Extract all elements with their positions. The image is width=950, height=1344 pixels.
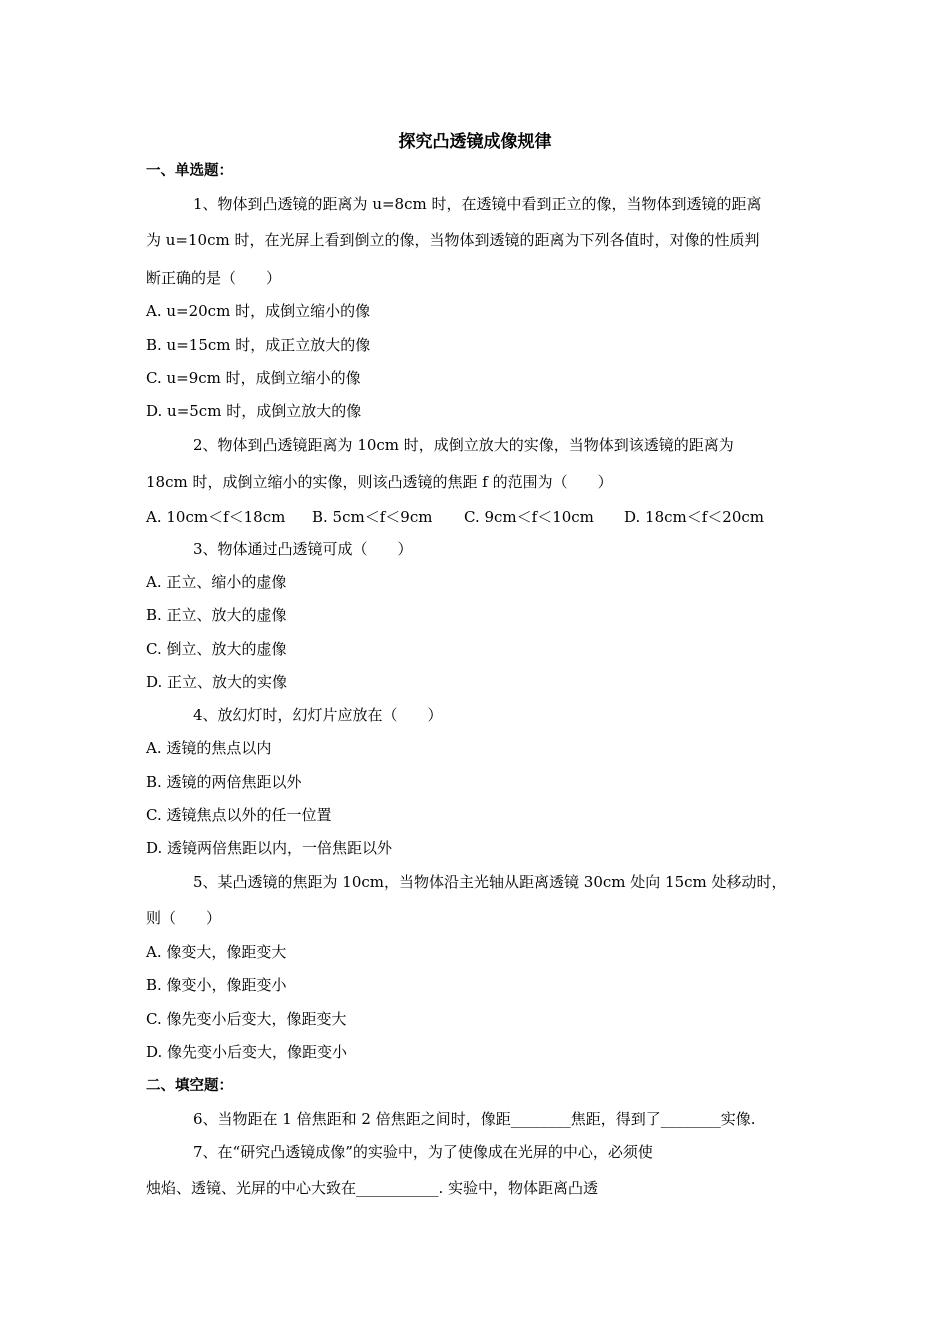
- q7-line1: 7、在“研究凸透镜成像”的实验中，为了使像成在光屏的中心，必须使: [193, 1143, 653, 1161]
- q5-option-c: C. 像先变小后变大，像距变大: [146, 1010, 347, 1028]
- q2-line2: 18cm 时，成倒立缩小的实像，则该凸透镜的焦距 f 的范围为（ ）: [146, 473, 613, 491]
- q4-option-a: A. 透镜的焦点以内: [146, 739, 272, 757]
- q3-line1: 3、物体通过凸透镜可成（ ）: [193, 540, 413, 558]
- section-single-choice: 一、单选题：: [146, 163, 233, 179]
- q1-option-d: D. u=5cm 时，成倒立放大的像: [146, 402, 362, 420]
- q4-option-b: B. 透镜的两倍焦距以外: [146, 773, 302, 791]
- q3-option-a: A. 正立、缩小的虚像: [146, 573, 287, 591]
- q3-option-b: B. 正立、放大的虚像: [146, 606, 287, 624]
- q1-option-a: A. u=20cm 时，成倒立缩小的像: [146, 302, 371, 320]
- q1-line2: 为 u=10cm 时，在光屏上看到倒立的像，当物体到透镜的距离为下列各值时，对像的性质判: [146, 231, 760, 249]
- q2-option-c: C. 9cm＜f＜10cm: [464, 508, 594, 526]
- q1-line1: 1、物体到凸透镜的距离为 u=8cm 时，在透镜中看到正立的像，当物体到透镜的距离: [193, 195, 762, 213]
- q3-option-c: C. 倒立、放大的虚像: [146, 640, 287, 658]
- q2-options-row: [146, 507, 764, 527]
- q4-option-d: D. 透镜两倍焦距以内，一倍焦距以外: [146, 839, 393, 857]
- q7-line2: 烛焰、透镜、光屏的中心大致在___________. 实验中，物体距离凸透: [146, 1179, 599, 1197]
- q3-option-d: D. 正立、放大的实像: [146, 673, 288, 691]
- q2-line1: 2、物体到凸透镜距离为 10cm 时，成倒立放大的实像，当物体到该透镜的距离为: [193, 436, 734, 454]
- q4-line1: 4、放幻灯时，幻灯片应放在（ ）: [193, 706, 443, 724]
- q5-option-b: B. 像变小，像距变小: [146, 976, 287, 994]
- page-title: 探究凸透镜成像规律: [398, 132, 552, 152]
- q5-option-d: D. 像先变小后变大，像距变小: [146, 1043, 348, 1061]
- q2-option-d: D. 18cm＜f＜20cm: [624, 508, 765, 526]
- q5-line2: 则（ ）: [146, 909, 222, 927]
- section-fill-blank: 二、填空题：: [146, 1078, 233, 1094]
- q1-line3: 断正确的是（ ）: [146, 269, 282, 287]
- q5-line1: 5、某凸透镜的焦距为 10cm，当物体沿主光轴从距离透镜 30cm 处向 15cm 处移动时，: [193, 873, 787, 891]
- q1-option-b: B. u=15cm 时，成正立放大的像: [146, 336, 371, 354]
- q1-option-c: C. u=9cm 时，成倒立缩小的像: [146, 369, 361, 387]
- q2-option-a: A. 10cm＜f＜18cm: [146, 508, 286, 526]
- q6-line1: 6、当物距在 1 倍焦距和 2 倍焦距之间时，像距________焦距，得到了________实像.: [193, 1110, 756, 1128]
- q5-option-a: A. 像变大，像距变大: [146, 943, 287, 961]
- q2-option-b: B. 5cm＜f＜9cm: [312, 508, 433, 526]
- q4-option-c: C. 透镜焦点以外的任一位置: [146, 806, 332, 824]
